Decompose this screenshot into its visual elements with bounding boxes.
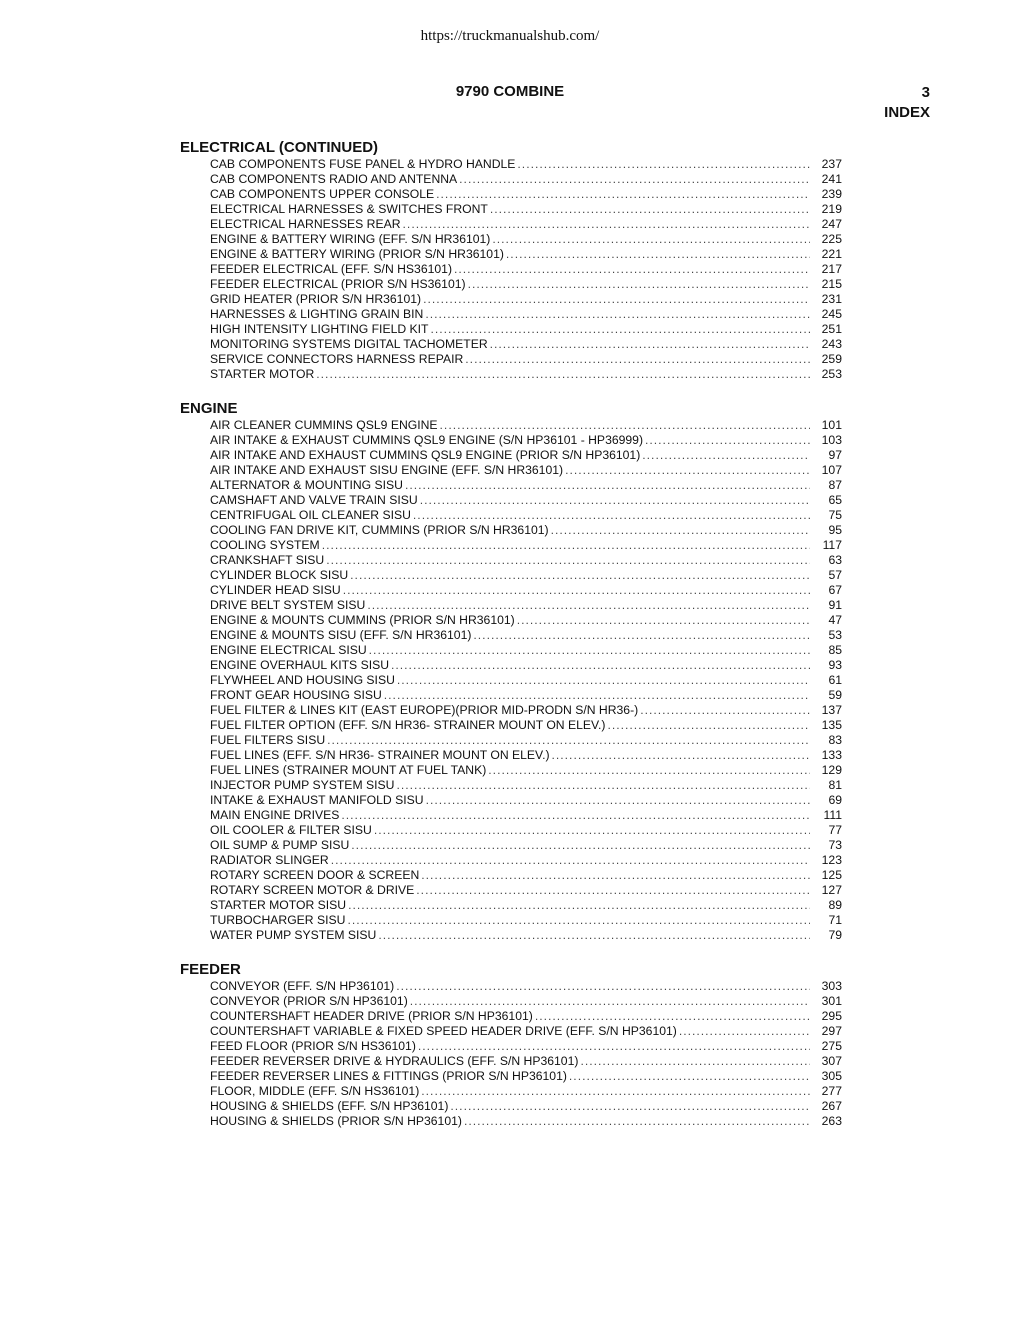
- dot-leader: [607, 718, 810, 733]
- dot-leader: [440, 418, 810, 433]
- dot-leader: [384, 688, 810, 703]
- index-content: [180, 138, 842, 1146]
- dot-leader: [343, 583, 810, 598]
- index-entry[interactable]: [210, 763, 842, 778]
- dot-leader: [350, 568, 810, 583]
- dot-leader: [413, 508, 810, 523]
- entry-name: HOUSING & SHIELDS (EFF. S/N HP36101): [210, 1099, 449, 1113]
- entry-page-number: 71: [828, 913, 842, 927]
- entry-name: ENGINE & MOUNTS CUMMINS (PRIOR S/N HR36101): [210, 613, 515, 627]
- dot-leader: [351, 838, 810, 853]
- index-entry[interactable]: [210, 277, 842, 292]
- entry-name: RADIATOR SLINGER: [210, 853, 329, 867]
- index-entry[interactable]: [210, 292, 842, 307]
- entry-page-number: 89: [828, 898, 842, 912]
- document-title: 9790 COMBINE: [455, 83, 565, 100]
- entry-page-number: 97: [828, 448, 842, 462]
- dot-leader: [405, 478, 810, 493]
- dot-leader: [416, 883, 810, 898]
- entry-page-number: 81: [828, 778, 842, 792]
- index-entry[interactable]: [210, 883, 842, 898]
- entry-page-number: 47: [828, 613, 842, 627]
- entry-list: [180, 418, 842, 943]
- index-entry[interactable]: [210, 553, 842, 568]
- entry-name: FUEL FILTERS SISU: [210, 733, 326, 747]
- entry-page-number: 303: [821, 979, 842, 993]
- entry-name: ENGINE & BATTERY WIRING (PRIOR S/N HR36101): [210, 247, 504, 261]
- entry-name: STARTER MOTOR SISU: [210, 898, 347, 912]
- entry-page-number: 79: [828, 928, 842, 942]
- index-section: [180, 138, 842, 382]
- index-entry[interactable]: [210, 823, 842, 838]
- entry-page-number: 87: [828, 478, 842, 492]
- entry-page-number: 63: [828, 553, 842, 567]
- dot-leader: [316, 367, 810, 382]
- dot-leader: [396, 778, 810, 793]
- entry-page-number: 95: [828, 523, 842, 537]
- index-entry[interactable]: [210, 1009, 842, 1024]
- index-entry[interactable]: [210, 793, 842, 808]
- entry-page-number: 297: [821, 1024, 842, 1038]
- section-title: FEEDER: [180, 961, 241, 978]
- page-label: INDEX: [884, 104, 930, 121]
- dot-leader: [450, 1099, 810, 1114]
- dot-leader: [327, 733, 810, 748]
- dot-leader: [396, 979, 810, 994]
- entry-name: FEEDER ELECTRICAL (EFF. S/N HS36101): [210, 262, 453, 276]
- dot-leader: [418, 1039, 810, 1054]
- entry-name: MONITORING SYSTEMS DIGITAL TACHOMETER: [210, 337, 488, 351]
- index-entry[interactable]: [210, 523, 842, 538]
- dot-leader: [454, 262, 810, 277]
- entry-page-number: 125: [821, 868, 842, 882]
- dot-leader: [374, 823, 810, 838]
- index-entry[interactable]: [210, 733, 842, 748]
- dot-leader: [322, 538, 810, 553]
- dot-leader: [431, 322, 811, 337]
- index-entry[interactable]: [210, 778, 842, 793]
- index-entry[interactable]: [210, 613, 842, 628]
- entry-name: CYLINDER BLOCK SISU: [210, 568, 349, 582]
- entry-page-number: 225: [821, 232, 842, 246]
- dot-leader: [473, 628, 810, 643]
- index-entry[interactable]: [210, 433, 842, 448]
- entry-name: ELECTRICAL HARNESSES REAR: [210, 217, 401, 231]
- dot-leader: [645, 433, 810, 448]
- dot-leader: [410, 994, 810, 1009]
- entry-page-number: 259: [821, 352, 842, 366]
- dot-leader: [551, 523, 810, 538]
- index-entry[interactable]: [210, 1099, 842, 1114]
- entry-name: WATER PUMP SYSTEM SISU: [210, 928, 377, 942]
- entry-name: FEEDER REVERSER LINES & FITTINGS (PRIOR S/N HP36101): [210, 1069, 567, 1083]
- index-entry[interactable]: [210, 1039, 842, 1054]
- dot-leader: [436, 187, 810, 202]
- index-entry[interactable]: [210, 868, 842, 883]
- index-section: [180, 399, 842, 943]
- index-entry[interactable]: [210, 187, 842, 202]
- entry-page-number: 263: [821, 1114, 842, 1128]
- entry-name: OIL COOLER & FILTER SISU: [210, 823, 372, 837]
- dot-leader: [369, 643, 810, 658]
- index-entry[interactable]: [210, 748, 842, 763]
- entry-page-number: 135: [821, 718, 842, 732]
- index-entry[interactable]: [210, 448, 842, 463]
- dot-leader: [488, 763, 810, 778]
- entry-name: FUEL LINES (STRAINER MOUNT AT FUEL TANK): [210, 763, 487, 777]
- entry-name: AIR INTAKE AND EXHAUST SISU ENGINE (EFF. S/N HR36101): [210, 463, 564, 477]
- entry-name: CAB COMPONENTS FUSE PANEL & HYDRO HANDLE: [210, 157, 516, 171]
- dot-leader: [459, 172, 810, 187]
- dot-leader: [552, 748, 810, 763]
- index-entry[interactable]: [210, 1024, 842, 1039]
- index-entry[interactable]: [210, 673, 842, 688]
- entry-name: CRANKSHAFT SISU: [210, 553, 325, 567]
- index-entry[interactable]: [210, 1069, 842, 1084]
- index-entry[interactable]: [210, 928, 842, 943]
- page-number: 3: [921, 84, 930, 101]
- dot-leader: [679, 1024, 810, 1039]
- index-entry[interactable]: [210, 979, 842, 994]
- dot-leader: [535, 1009, 810, 1024]
- dot-leader: [580, 1054, 810, 1069]
- entry-page-number: 77: [828, 823, 842, 837]
- index-entry[interactable]: [210, 352, 842, 367]
- entry-name: FEED FLOOR (PRIOR S/N HS36101): [210, 1039, 416, 1053]
- index-entry[interactable]: [210, 898, 842, 913]
- entry-page-number: 57: [828, 568, 842, 582]
- entry-page-number: 219: [821, 202, 842, 216]
- dot-leader: [378, 928, 810, 943]
- entry-page-number: 237: [821, 157, 842, 171]
- entry-page-number: 133: [821, 748, 842, 762]
- entry-name: FRONT GEAR HOUSING SISU: [210, 688, 382, 702]
- dot-leader: [640, 703, 810, 718]
- dot-leader: [348, 898, 810, 913]
- dot-leader: [490, 337, 810, 352]
- dot-leader: [517, 613, 810, 628]
- dot-leader: [326, 553, 810, 568]
- entry-name: COUNTERSHAFT HEADER DRIVE (PRIOR S/N HP36101): [210, 1009, 533, 1023]
- entry-page-number: 239: [821, 187, 842, 201]
- entry-name: CONVEYOR (PRIOR S/N HP36101): [210, 994, 408, 1008]
- entry-name: ENGINE OVERHAUL KITS SISU: [210, 658, 390, 672]
- dot-leader: [423, 292, 810, 307]
- dot-leader: [506, 247, 810, 262]
- index-entry[interactable]: [210, 1054, 842, 1069]
- dot-leader: [347, 913, 810, 928]
- index-entry[interactable]: [210, 994, 842, 1009]
- entry-name: COOLING SYSTEM: [210, 538, 320, 552]
- index-entry[interactable]: [210, 628, 842, 643]
- page-meta: [884, 83, 930, 123]
- entry-page-number: 117: [822, 538, 842, 552]
- entry-name: CAB COMPONENTS UPPER CONSOLE: [210, 187, 435, 201]
- entry-page-number: 253: [821, 367, 842, 381]
- entry-name: TURBOCHARGER SISU: [210, 913, 346, 927]
- index-entry[interactable]: [210, 568, 842, 583]
- index-entry[interactable]: [210, 367, 842, 382]
- dot-leader: [420, 493, 810, 508]
- index-entry[interactable]: [210, 718, 842, 733]
- index-entry[interactable]: [210, 478, 842, 493]
- entry-name: ELECTRICAL HARNESSES & SWITCHES FRONT: [210, 202, 488, 216]
- entry-page-number: 75: [828, 508, 842, 522]
- entry-page-number: 251: [821, 322, 842, 336]
- entry-page-number: 301: [821, 994, 842, 1008]
- entry-name: MAIN ENGINE DRIVES: [210, 808, 340, 822]
- entry-name: SERVICE CONNECTORS HARNESS REPAIR: [210, 352, 464, 366]
- entry-name: CAMSHAFT AND VALVE TRAIN SISU: [210, 493, 418, 507]
- index-entry[interactable]: [210, 838, 842, 853]
- entry-name: FEEDER REVERSER DRIVE & HYDRAULICS (EFF. S/N HP36101): [210, 1054, 579, 1068]
- dot-leader: [397, 673, 810, 688]
- index-entry[interactable]: [210, 703, 842, 718]
- entry-name: INJECTOR PUMP SYSTEM SISU: [210, 778, 395, 792]
- source-url: https://truckmanualshub.com/: [420, 28, 600, 44]
- entry-name: FLYWHEEL AND HOUSING SISU: [210, 673, 395, 687]
- entry-page-number: 91: [828, 598, 842, 612]
- index-section: [180, 960, 842, 1129]
- dot-leader: [391, 658, 810, 673]
- index-entry[interactable]: [210, 508, 842, 523]
- dot-leader: [341, 808, 810, 823]
- entry-name: FUEL FILTER & LINES KIT (EAST EUROPE)(PRIOR MID-PRODN S/N HR36-): [210, 703, 639, 717]
- index-entry[interactable]: [210, 418, 842, 433]
- entry-name: ROTARY SCREEN DOOR & SCREEN: [210, 868, 420, 882]
- entry-name: ENGINE ELECTRICAL SISU: [210, 643, 367, 657]
- entry-page-number: 137: [821, 703, 842, 717]
- dot-leader: [517, 157, 810, 172]
- entry-name: FUEL LINES (EFF. S/N HR36- STRAINER MOUNT ON ELEV.): [210, 748, 550, 762]
- entry-name: CYLINDER HEAD SISU: [210, 583, 341, 597]
- entry-page-number: 231: [821, 292, 842, 306]
- index-entry[interactable]: [210, 247, 842, 262]
- index-entry[interactable]: [210, 232, 842, 247]
- entry-page-number: 53: [828, 628, 842, 642]
- entry-name: ENGINE & MOUNTS SISU (EFF. S/N HR36101): [210, 628, 472, 642]
- index-entry[interactable]: [210, 172, 842, 187]
- entry-name: FUEL FILTER OPTION (EFF. S/N HR36- STRAINER MOUNT ON ELEV.): [210, 718, 606, 732]
- index-entry[interactable]: [210, 538, 842, 553]
- index-entry[interactable]: [210, 463, 842, 478]
- section-title: ELECTRICAL (CONTINUED): [180, 139, 379, 156]
- entry-page-number: 85: [828, 643, 842, 657]
- entry-page-number: 215: [821, 277, 842, 291]
- index-entry[interactable]: [210, 337, 842, 352]
- index-entry[interactable]: [210, 157, 842, 172]
- index-entry[interactable]: [210, 658, 842, 673]
- entry-name: GRID HEATER (PRIOR S/N HR36101): [210, 292, 422, 306]
- entry-page-number: 83: [828, 733, 842, 747]
- index-entry[interactable]: [210, 322, 842, 337]
- entry-page-number: 93: [828, 658, 842, 672]
- index-entry[interactable]: [210, 853, 842, 868]
- entry-page-number: 217: [821, 262, 842, 276]
- index-entry[interactable]: [210, 1114, 842, 1129]
- index-entry[interactable]: [210, 307, 842, 322]
- entry-name: CENTRIFUGAL OIL CLEANER SISU: [210, 508, 411, 522]
- entry-name: DRIVE BELT SYSTEM SISU: [210, 598, 366, 612]
- dot-leader: [642, 448, 810, 463]
- entry-page-number: 59: [828, 688, 842, 702]
- dot-leader: [569, 1069, 810, 1084]
- index-entry[interactable]: [210, 688, 842, 703]
- entry-name: CAB COMPONENTS RADIO AND ANTENNA: [210, 172, 458, 186]
- entry-page-number: 73: [828, 838, 842, 852]
- dot-leader: [367, 598, 810, 613]
- entry-name: HIGH INTENSITY LIGHTING FIELD KIT: [210, 322, 429, 336]
- entry-list: [180, 157, 842, 382]
- dot-leader: [421, 868, 810, 883]
- entry-name: ENGINE & BATTERY WIRING (EFF. S/N HR36101): [210, 232, 491, 246]
- entry-name: FEEDER ELECTRICAL (PRIOR S/N HS36101): [210, 277, 466, 291]
- entry-name: AIR CLEANER CUMMINS QSL9 ENGINE: [210, 418, 438, 432]
- dot-leader: [465, 352, 810, 367]
- entry-name: ROTARY SCREEN MOTOR & DRIVE: [210, 883, 415, 897]
- entry-page-number: 275: [821, 1039, 842, 1053]
- entry-page-number: 127: [821, 883, 842, 897]
- entry-page-number: 67: [828, 583, 842, 597]
- entry-name: AIR INTAKE AND EXHAUST CUMMINS QSL9 ENGINE (PRIOR S/N HP36101): [210, 448, 641, 462]
- dot-leader: [421, 1084, 810, 1099]
- entry-page-number: 247: [821, 217, 842, 231]
- dot-leader: [492, 232, 810, 247]
- entry-page-number: 277: [821, 1084, 842, 1098]
- index-entry[interactable]: [210, 202, 842, 217]
- entry-page-number: 305: [821, 1069, 842, 1083]
- section-title: ENGINE: [180, 400, 238, 417]
- dot-leader: [490, 202, 810, 217]
- entry-page-number: 221: [821, 247, 842, 261]
- entry-page-number: 245: [821, 307, 842, 321]
- entry-name: FLOOR, MIDDLE (EFF. S/N HS36101): [210, 1084, 420, 1098]
- dot-leader: [565, 463, 810, 478]
- index-entry[interactable]: [210, 598, 842, 613]
- entry-name: COUNTERSHAFT VARIABLE & FIXED SPEED HEADER DRIVE (EFF. S/N HP36101): [210, 1024, 677, 1038]
- index-entry[interactable]: [210, 262, 842, 277]
- entry-list: [180, 979, 842, 1129]
- index-entry[interactable]: [210, 583, 842, 598]
- entry-name: INTAKE & EXHAUST MANIFOLD SISU: [210, 793, 424, 807]
- entry-page-number: 111: [823, 808, 842, 822]
- entry-page-number: 101: [821, 418, 842, 432]
- entry-name: STARTER MOTOR: [210, 367, 315, 381]
- dot-leader: [426, 793, 810, 808]
- entry-name: HARNESSES & LIGHTING GRAIN BIN: [210, 307, 424, 321]
- entry-name: ALTERNATOR & MOUNTING SISU: [210, 478, 403, 492]
- dot-leader: [464, 1114, 810, 1129]
- index-entry[interactable]: [210, 808, 842, 823]
- entry-page-number: 103: [821, 433, 842, 447]
- entry-name: CONVEYOR (EFF. S/N HP36101): [210, 979, 395, 993]
- dot-leader: [425, 307, 810, 322]
- index-entry[interactable]: [210, 493, 842, 508]
- index-entry[interactable]: [210, 1084, 842, 1099]
- entry-page-number: 241: [821, 172, 842, 186]
- entry-name: OIL SUMP & PUMP SISU: [210, 838, 350, 852]
- dot-leader: [331, 853, 810, 868]
- entry-page-number: 61: [828, 673, 842, 687]
- entry-name: COOLING FAN DRIVE KIT, CUMMINS (PRIOR S/N HR36101): [210, 523, 549, 537]
- entry-name: AIR INTAKE & EXHAUST CUMMINS QSL9 ENGINE (S/N HP36101 - HP36999): [210, 433, 644, 447]
- entry-page-number: 295: [821, 1009, 842, 1023]
- entry-name: HOUSING & SHIELDS (PRIOR S/N HP36101): [210, 1114, 462, 1128]
- entry-page-number: 307: [821, 1054, 842, 1068]
- dot-leader: [468, 277, 810, 292]
- dot-leader: [403, 217, 810, 232]
- entry-page-number: 107: [821, 463, 842, 477]
- entry-page-number: 129: [821, 763, 842, 777]
- entry-page-number: 65: [828, 493, 842, 507]
- index-entry[interactable]: [210, 217, 842, 232]
- index-entry[interactable]: [210, 643, 842, 658]
- index-entry[interactable]: [210, 913, 842, 928]
- entry-page-number: 69: [828, 793, 842, 807]
- entry-page-number: 123: [821, 853, 842, 867]
- entry-page-number: 243: [821, 337, 842, 351]
- entry-page-number: 267: [821, 1099, 842, 1113]
